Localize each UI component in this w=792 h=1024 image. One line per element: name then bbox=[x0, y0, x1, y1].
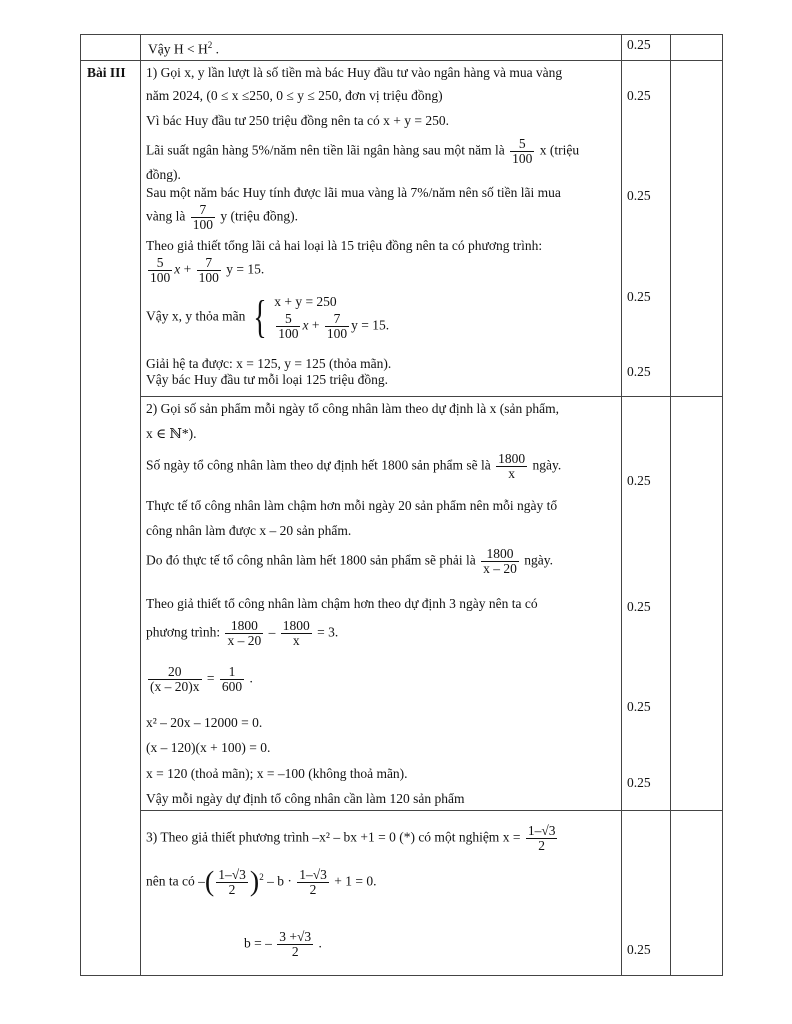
p1-system: Vậy x, y thỏa mãn { x + y = 250 $\frac{5}{100}$ x + $\frac{7}{100}$ y = 15. bbox=[146, 290, 390, 342]
p1-line: 1) Gọi x, y lần lượt là số tiền mà bác Huy đầu tư vào ngân hàng và mua vàng bbox=[146, 65, 563, 80]
p2-line: 2) Gọi số sản phẩm mỗi ngày tổ công nhân làm theo dự định là x (sản phẩm, bbox=[146, 401, 559, 416]
row-divider bbox=[80, 60, 723, 61]
score: 0.25 bbox=[627, 473, 651, 488]
fraction: $\frac{20}{(x - 20)x}$ bbox=[150, 664, 200, 694]
score: 0.25 bbox=[627, 364, 651, 379]
score: 0.25 bbox=[627, 188, 651, 203]
col-divider-3 bbox=[670, 34, 671, 976]
p1-line: Giải hệ ta được: x = 125, y = 125 (thỏa mãn). bbox=[146, 356, 392, 371]
p1-line: Vậy bác Huy đầu tư mỗi loại 125 triệu đồng. bbox=[146, 372, 389, 387]
p2-equation: phương trình: $\frac{1800}{x - 20}$ – $\frac{1800}{x}$ = 3. bbox=[146, 618, 339, 648]
p1-line: đồng). bbox=[146, 167, 181, 182]
p2-equation: $\frac{20}{(x - 20)x}$ = $\frac{1}{600}$ . bbox=[150, 664, 253, 694]
p2-line: công nhân làm được x – 20 sản phẩm. bbox=[146, 523, 352, 538]
p2-line: x² – 20x – 12000 = 0. bbox=[146, 715, 263, 730]
fraction: $\frac{5}{100}$ bbox=[512, 136, 533, 166]
fraction: $\frac{3 +√3}{2}$ bbox=[279, 929, 312, 959]
p2-line: Thực tế tổ công nhân làm chậm hơn mỗi ngày 20 sản phẩm nên mỗi ngày tổ bbox=[146, 498, 558, 513]
fraction: $\frac{7}{100}$ bbox=[198, 255, 219, 285]
p1-line: Sau một năm bác Huy tính được lãi mua vàng là 7%/năm nên số tiền lãi mua bbox=[146, 185, 561, 200]
fraction: $\frac{1-√3}{2}$ bbox=[299, 867, 327, 897]
fraction: $\frac{1-√3}{2}$ bbox=[218, 867, 246, 897]
score: 0.25 bbox=[627, 37, 651, 52]
score: 0.25 bbox=[627, 942, 651, 957]
row0-text: Vậy $H < H^2$ . bbox=[148, 40, 219, 57]
score: 0.25 bbox=[627, 775, 651, 790]
fraction: $\frac{5}{100}$ bbox=[278, 311, 299, 341]
fraction: $\frac{1-√3}{2}$ bbox=[527, 823, 556, 853]
p3-equation: nên ta có –( $\frac{1-√3}{2}$ )$^2$ – b · $\frac{1-√3}{2}$ + 1 = 0. bbox=[146, 866, 377, 898]
row-divider bbox=[80, 975, 723, 976]
p2-line: Vậy mỗi ngày dự định tổ công nhân cần làm 120 sản phẩm bbox=[146, 791, 465, 806]
p3-result: b = – $\frac{3 +√3}{2}$ . bbox=[244, 929, 322, 959]
col-divider-2 bbox=[621, 34, 622, 976]
score: 0.25 bbox=[627, 599, 651, 614]
fraction: $\frac{7}{100}$ bbox=[192, 202, 213, 232]
p1-equation: $\frac{5}{100}$ x + $\frac{7}{100}$ y = 15. bbox=[150, 255, 265, 285]
row-divider bbox=[80, 34, 723, 35]
fraction: $\frac{5}{100}$ bbox=[150, 255, 171, 285]
p2-line: Do đó thực tế tổ công nhân làm hết 1800 sản phẩm sẽ phải là $\frac{1800}{x - 20}$ ngày. bbox=[146, 546, 553, 576]
p1-line: Lãi suất ngân hàng 5%/năm nên tiền lãi ngân hàng sau một năm là $\frac{5}{100}$ x (triệu bbox=[146, 136, 580, 166]
p1-line: Vì bác Huy đầu tư 250 triệu đồng nên ta có x + y = 250. bbox=[146, 113, 449, 128]
p3-line: 3) Theo giả thiết phương trình –x² – bx +1 = 0 (*) có một nghiệm x = $\frac{1-√3}{2}$ bbox=[146, 823, 556, 853]
p1-line: Theo giả thiết tổng lãi cả hai loại là 15 triệu đồng nên ta có phương trình: bbox=[146, 238, 543, 253]
row-divider bbox=[140, 810, 723, 811]
table-border-left bbox=[80, 34, 81, 976]
fraction: $\frac{1800}{x - 20}$ bbox=[483, 546, 517, 576]
table-border-right bbox=[722, 34, 723, 976]
p2-line: x ∈ ℕ*). bbox=[146, 426, 197, 441]
fraction: $\frac{7}{100}$ bbox=[326, 311, 348, 341]
fraction: $\frac{1800}{x - 20}$ bbox=[227, 618, 262, 648]
p2-line: Số ngày tổ công nhân làm theo dự định hết 1800 sản phẩm sẽ là $\frac{1800}{x}$ ngày. bbox=[146, 451, 562, 481]
fraction: $\frac{1800}{x}$ bbox=[498, 451, 526, 481]
fraction: $\frac{1}{600}$ bbox=[221, 664, 243, 694]
score: 0.25 bbox=[627, 88, 651, 103]
row-divider bbox=[140, 396, 723, 397]
col-divider-1 bbox=[140, 34, 141, 976]
fraction: $\frac{1800}{x}$ bbox=[282, 618, 310, 648]
score: 0.25 bbox=[627, 699, 651, 714]
p2-line: (x – 120)(x + 100) = 0. bbox=[146, 740, 271, 755]
problem-label: Bài III bbox=[87, 65, 126, 80]
p1-line: năm 2024, (0 ≤ x ≤250, 0 ≤ y ≤ 250, đơn vị triệu đồng) bbox=[146, 88, 443, 103]
p2-line: x = 120 (thoả mãn); x = –100 (không thoả mãn). bbox=[146, 766, 408, 781]
p2-line: Theo giả thiết tổ công nhân làm chậm hơn theo dự định 3 ngày nên ta có bbox=[146, 596, 538, 611]
p1-line: vàng là $\frac{7}{100}$ y (triệu đồng). bbox=[146, 202, 298, 232]
score: 0.25 bbox=[627, 289, 651, 304]
